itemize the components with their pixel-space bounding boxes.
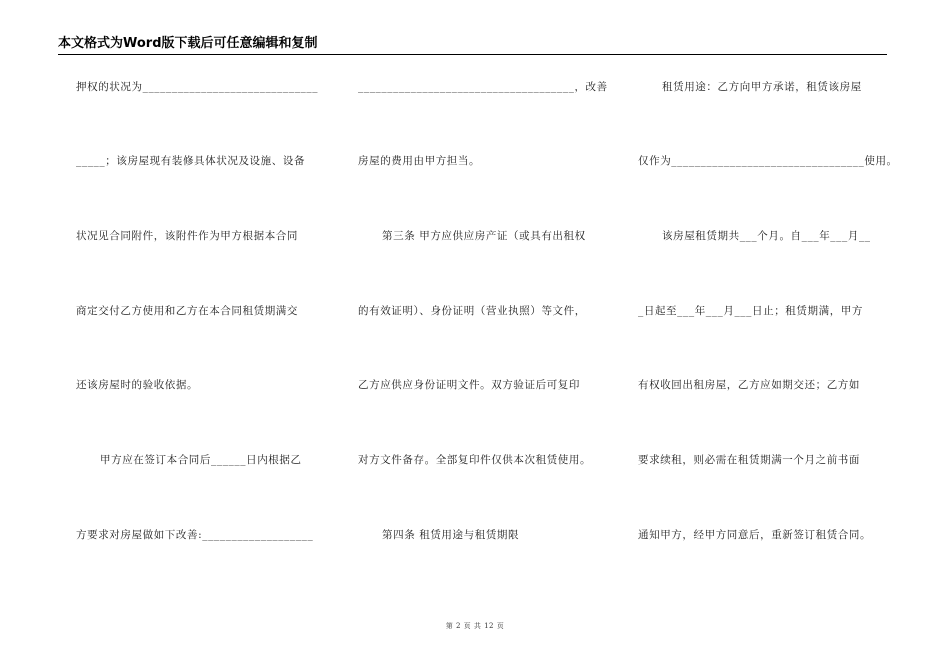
text-line: 状况见合同附件，该附件作为甲方根据本合同 — [76, 230, 298, 242]
text-line: 第三条 甲方应供应房产证（或具有出租权 — [382, 230, 586, 242]
text-line: 还该房屋时的验收依据。 — [76, 379, 199, 391]
text-line: 第四条 租赁用途与租赁期限 — [382, 529, 520, 541]
text-line: 租赁用途：乙方向甲方承诺，租赁该房屋 — [662, 81, 862, 93]
text-line: 仅作为_________________________________使用。 — [638, 155, 898, 167]
text-line: _____________________________________，改善 — [358, 81, 608, 93]
text-line: 房屋的费用由甲方担当。 — [358, 155, 481, 167]
text-line: _____；该房屋现有装修具体状况及设施、设备 — [76, 155, 306, 167]
text-line: 有权收回出租房屋，乙方应如期交还；乙方如 — [638, 379, 860, 391]
text-line: 对方文件备存。全部复印件仅供本次租赁使用。 — [358, 454, 592, 466]
text-line: 甲方应在签订本合同后______日内根据乙 — [100, 454, 302, 466]
page-number-footer: 第 2 页 共 12 页 — [445, 622, 505, 630]
text-line: _日起至___年___月___日止；租赁期满，甲方 — [638, 305, 863, 317]
text-line: 方要求对房屋做如下改善:___________________ — [76, 529, 314, 541]
header-title: 本文格式为Word版下载后可任意编辑和复制 — [58, 36, 318, 51]
text-line: 的有效证明）、身份证明（营业执照）等文件， — [358, 305, 586, 317]
text-line: 乙方应供应身份证明文件。双方验证后可复印 — [358, 379, 580, 391]
text-line: 商定交付乙方使用和乙方在本合同租赁期满交 — [76, 305, 298, 317]
document-header — [58, 36, 887, 55]
text-line: 通知甲方，经甲方同意后，重新签订租赁合同。 — [638, 529, 872, 541]
text-line: 该房屋租赁期共___个月。自___年___月__ — [662, 230, 871, 242]
text-line: 押权的状况为______________________________ — [76, 81, 319, 93]
text-line: 要求续租，则必需在租赁期满一个月之前书面 — [638, 454, 860, 466]
